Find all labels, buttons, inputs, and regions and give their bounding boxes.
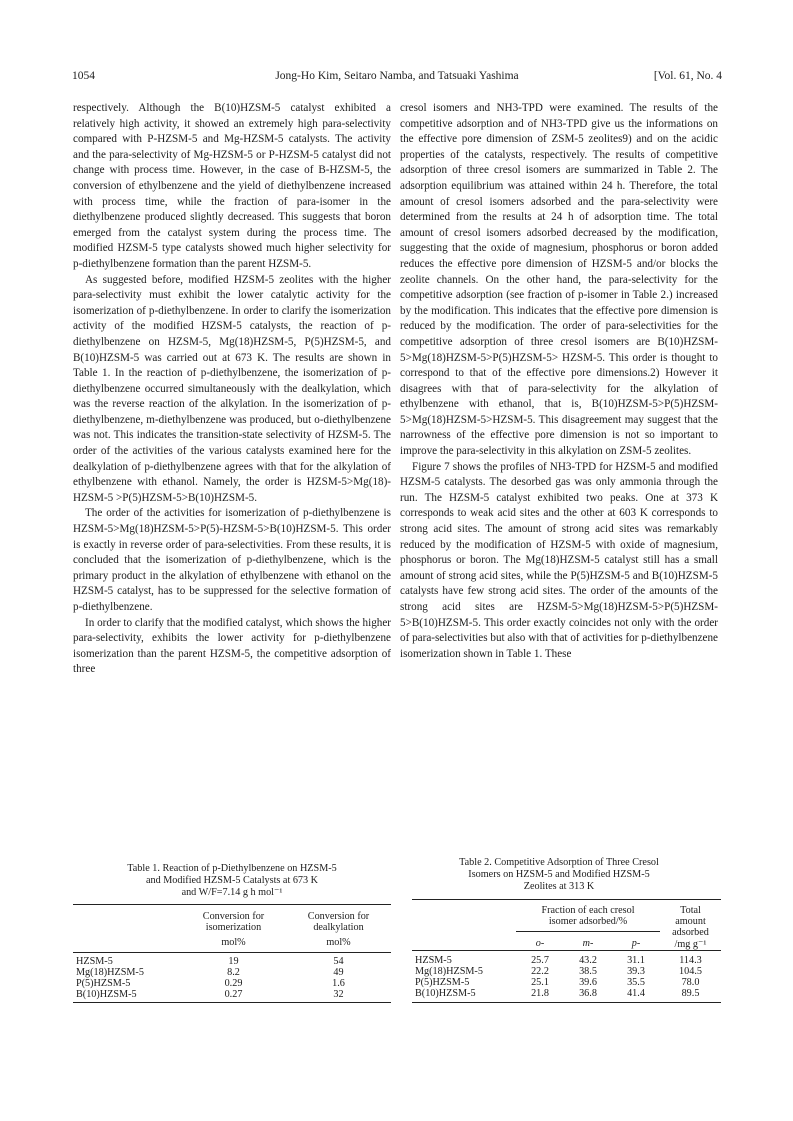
table2 <box>412 899 721 1003</box>
paragraph: respectively. Although the B(10)HZSM-5 catalyst exhibited a relatively high activity, it showed an extremely high para-selectivity compared with P-HZSM-5 and Mg-HZSM-5 catalysts. The activity and the para-selectivity of Mg-HZSM-5 or P-HZSM-5 catalyst did not change with process time. However, in the case of B-HZSM-5, the conversion of ethylbenzene and the yield of diethylbenzene increased with process time, while the fraction of para-isomer in the diethylbenzene produced slightly decreased. This suggests that boron emerged from the catalyst system during the process time. The modified HZSM-5 type catalysts showed much higher selectivity for p-diethylbenzene formation than the parent HZSM-5. <box>73 102 391 270</box>
table1-head-dealkylation: Conversion for dealkylation <box>307 911 370 934</box>
caption-line: Isomers on HZSM-5 and Modified HZSM-5 <box>468 869 650 880</box>
caption-line: Zeolites at 313 K <box>523 881 595 892</box>
table-row: B(10)HZSM-5 0.27 32 <box>73 989 391 1003</box>
page-number: 1054 <box>72 70 95 82</box>
table2-stub-head <box>412 900 516 951</box>
caption-line: Table 2. Competitive Adsorption of Three Cresol <box>459 857 659 868</box>
table1-head-isomerization: Conversion for isomerization <box>202 911 265 934</box>
table-row: Mg(18)HZSM-5 8.2 49 <box>76 966 344 978</box>
right-column <box>400 101 718 662</box>
running-authors: Jong-Ho Kim, Seitaro Namba, and Tatsuaki Yashima <box>275 70 519 82</box>
table-row: P(5)HZSM-5 0.29 1.6 <box>76 978 345 990</box>
paragraph: Figure 7 shows the profiles of NH3-TPD for HZSM-5 and modified HZSM-5 catalysts. The desorbed gas was only ammonia through the run. The HZSM-5 catalyst exhibited two peaks. One at 373 K corresponds to weak acid sites and the other at 603 K corresponds to strong acid sites. The amount of strong acid sites was remarkably reduced by the modification of HZSM-5 with oxide of magnesium, phosphorus or boron. The Mg(18)HZSM-5 catalyst still has a small amount of strong acid sites, while the P(5)HZSM-5 and B(10)HZSM-5 catalysts have few strong acid sites. The order of the amounts of the strong acid sites are HZSM-5>Mg(18)HZSM-5>P(5)HZSM-5>B(10)HZSM-5. This order exactly coincides not only with the order of para-selectivities but also with that of activities for p-diethylbenzene isomerization shown in Table 1. These <box>400 460 718 660</box>
running-header <box>72 70 722 88</box>
left-column <box>73 101 391 678</box>
table1 <box>73 904 391 1003</box>
table1-unit: mol% <box>221 937 246 949</box>
table-row: P(5)HZSM-5 25.1 39.6 35.5 78.0 <box>415 977 700 989</box>
paragraph: As suggested before, modified HZSM-5 zeolites with the higher para-selectivity must exhibit the lower catalytic activity for the isomerization of p-diethylbenzene. In order to clarify the isomerization activity of the modified HZSM-5 catalysts, the reaction of p-diethylbenzene on HZSM-5, Mg(18)HZSM-5, P(5)HZSM-5, and B(10)HZSM-5 was carried out at 673 K. The results are shown in Table 1. In the reaction of p-diethylbenzene, the isomerization of p-diethylbenzene occurred simultaneously with the dealkylation, which was the reverse reaction of the alkylation. In the isomerization of p-diethylbenzene, m-diethylbenzene was produced, but o-diethylbenzene was not. This indicates the transition-state selectivity of HZSM-5. The order of the activities of the various catalysts examined here for the dealkylation of p-diethylbenzene agrees with that for the alkylation of ethylbenzene with ethanol. Namely, the order is HZSM-5>Mg(18)-HZSM-5 >P(5)HZSM-5>B(10)HZSM-5. <box>73 273 391 504</box>
table-row: HZSM-5 25.7 43.2 31.1 114.3 <box>412 950 721 966</box>
table1-caption <box>73 863 391 899</box>
paragraph: cresol isomers and NH3-TPD were examined. The results of the competitive adsorption and of NH3-TPD give us the informations on the effective pore dimension of ZSM-5 zeolites9) and on the acidic properties of the catalysts, respectively. The results of competitive adsorption of three cresol isomers are summarized in Table 2. The adsorption equilibrium was attained within 24 h. Therefore, the total amount of cresol isomers adsorbed and the para-selectivity were determined from the results at 24 h of adsorption time. The total amount of cresol isomers adsorbed decreased by the modification, suggesting that the oxide of magnesium, phosphorus or boron added reduces the effective pore dimension of HZSM-5 and/or blocks the zeolite channels. On the other hand, the para-selectivity for the competitive adsorption (see fraction of p-isomer in Table 2.) increased by the modification. This indicates that the effective pore dimension is reduced by the modification. The order of para-selectivities for the competitive adsorption of three cresol isomers are B(10)HZSM-5>Mg(18)HZSM-5>P(5)HZSM-5> HZSM-5. This order is thought to correspond to that of the effective pore dimensions.2) However it disagrees with that of para-selectivity for the alkylation of ethylbenzene with ethanol, that is, B(10)HZSM-5>P(5)HZSM-5>Mg(18)HZSM-5>HZSM-5. This disagreement may suggest that the narrowness of the effective pore dimension is not so important to improve the para-selectivity in this alkylation on ZSM-5 zeolites. <box>400 102 718 458</box>
table2-head-meta: m- <box>582 937 594 949</box>
table2-head-para: p- <box>631 937 641 949</box>
table-row: B(10)HZSM-5 21.8 36.8 41.4 89.5 <box>412 988 721 1002</box>
table1-unit: mol% <box>326 937 351 949</box>
paragraph: The order of the activities for isomerization of p-diethylbenzene is HZSM-5>Mg(18)HZSM-5>P(5)-HZSM-5>B(10)HZSM-5. This order is exactly in reverse order of para-selectivities. From these results, it is concluded that the isomerization of p-diethylbenzene, which is the primary product in the alkylation of ethylbenzene with ethanol on the HZSM-5 catalyst, has to be suppressed for the selective formation of p-diethylbenzene. <box>73 507 391 613</box>
paragraph: In order to clarify that the modified catalyst, which shows the higher para-selectivity, exhibits the lower activity for p-diethylbenzene isomerization than the parent HZSM-5, the competitive adsorption of three <box>73 616 391 676</box>
table-row: HZSM-5 19 54 <box>73 952 391 967</box>
caption-line: and Modified HZSM-5 Catalysts at 673 K <box>145 875 319 886</box>
table2-head-ortho: o- <box>535 937 545 949</box>
table2-head-fraction: Fraction of each cresol isomer adsorbed/% <box>516 900 660 932</box>
table-row: Mg(18)HZSM-5 22.2 38.5 39.3 104.5 <box>415 966 702 978</box>
volume-info: [Vol. 61, No. 4 <box>653 70 722 82</box>
caption-line: Table 1. Reaction of p-Diethylbenzene on HZSM-5 <box>127 863 337 874</box>
table2-caption <box>400 857 718 893</box>
table2-head-total: Total amount adsorbed /mg g⁻¹ <box>672 905 709 950</box>
table1-stub-head <box>73 905 181 934</box>
caption-line: and W/F=7.14 g h mol⁻¹ <box>181 887 283 898</box>
